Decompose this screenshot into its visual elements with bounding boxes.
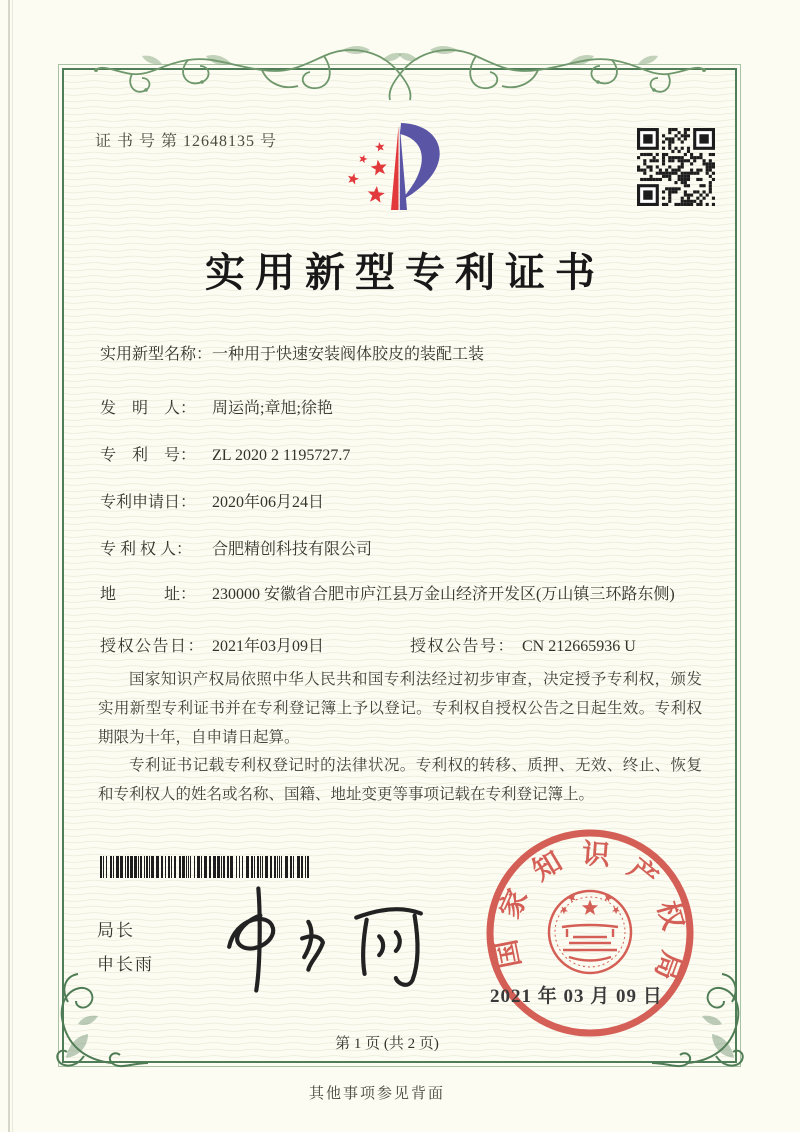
certificate-number: 证 书 号 第 12648135 号 — [95, 133, 278, 150]
signature-handwriting — [200, 882, 450, 997]
field-value: 一种用于快速安装阀体胶皮的装配工装 — [212, 346, 485, 363]
field-row-patentee — [100, 537, 372, 563]
field-value: 合肥精创科技有限公司 — [212, 541, 373, 558]
director-name: 申长雨 — [97, 955, 154, 974]
field-row-grant — [100, 634, 704, 660]
grant-date-value: 2021年03月09日 — [212, 638, 325, 655]
field-value: 周运尚;章旭;徐艳 — [212, 400, 333, 417]
seal-date: 2021 年 03 月 09 日 — [490, 986, 663, 1007]
director-title: 局长 — [97, 921, 135, 940]
qr-code — [637, 128, 715, 206]
field-row-address — [100, 582, 690, 608]
grant-number-value: CN 212665936 U — [522, 638, 636, 655]
field-label: 实用新型名称： — [100, 346, 213, 363]
field-value: 230000 安徽省合肥市庐江县万金山经济开发区(万山镇三环路东侧) — [212, 586, 675, 603]
barcode — [100, 856, 312, 880]
page-edge-line-2 — [12, 0, 13, 1132]
page-number: 第 1 页 (共 2 页) — [335, 1036, 439, 1052]
grant-number-label: 授权公告号： — [410, 638, 516, 655]
field-label: 专 利 权 人： — [100, 541, 193, 558]
cnipa-logo-icon — [338, 110, 463, 220]
emblem-gate — [562, 925, 618, 961]
seal-org-text: 国家知识产权局 — [491, 838, 689, 984]
field-label: 地 址： — [100, 586, 197, 603]
field-row-inventor — [100, 396, 333, 422]
floral-ornament-top — [92, 40, 708, 104]
grant-date-label: 授权公告日： — [100, 638, 206, 655]
page-edge-line — [8, 0, 10, 1132]
field-row-patent-number — [100, 443, 350, 469]
field-row-filing-date — [100, 490, 324, 516]
legal-paragraph-1: 国家知识产权局依照中华人民共和国专利法经过初步审查，决定授予专利权，颁发实用新型专利证书并在专利登记簿上予以登记。专利权自授权公告之日起生效。专利权期限为十年，自申请日起算。 — [98, 671, 702, 746]
floral-ornament-bottom-left — [28, 972, 148, 1077]
back-side-note: 其他事项参见背面 — [308, 1086, 445, 1102]
field-row-name — [100, 342, 484, 368]
field-label: 发 明 人： — [100, 400, 197, 417]
legal-paragraph-2: 专利证书记载专利权登记时的法律状况。专利权的转移、质押、无效、终止、恢复和专利权人的姓名或名称、国籍、地址变更等事项记载在专利登记簿上。 — [98, 757, 702, 804]
field-value: ZL 2020 2 1195727.7 — [212, 447, 351, 464]
certificate-title: 实用新型专利证书 — [205, 250, 605, 295]
legal-text — [98, 666, 702, 810]
field-label: 专 利 号： — [100, 447, 197, 464]
field-label: 专利申请日： — [100, 494, 197, 511]
field-value: 2020年06月24日 — [212, 494, 325, 511]
